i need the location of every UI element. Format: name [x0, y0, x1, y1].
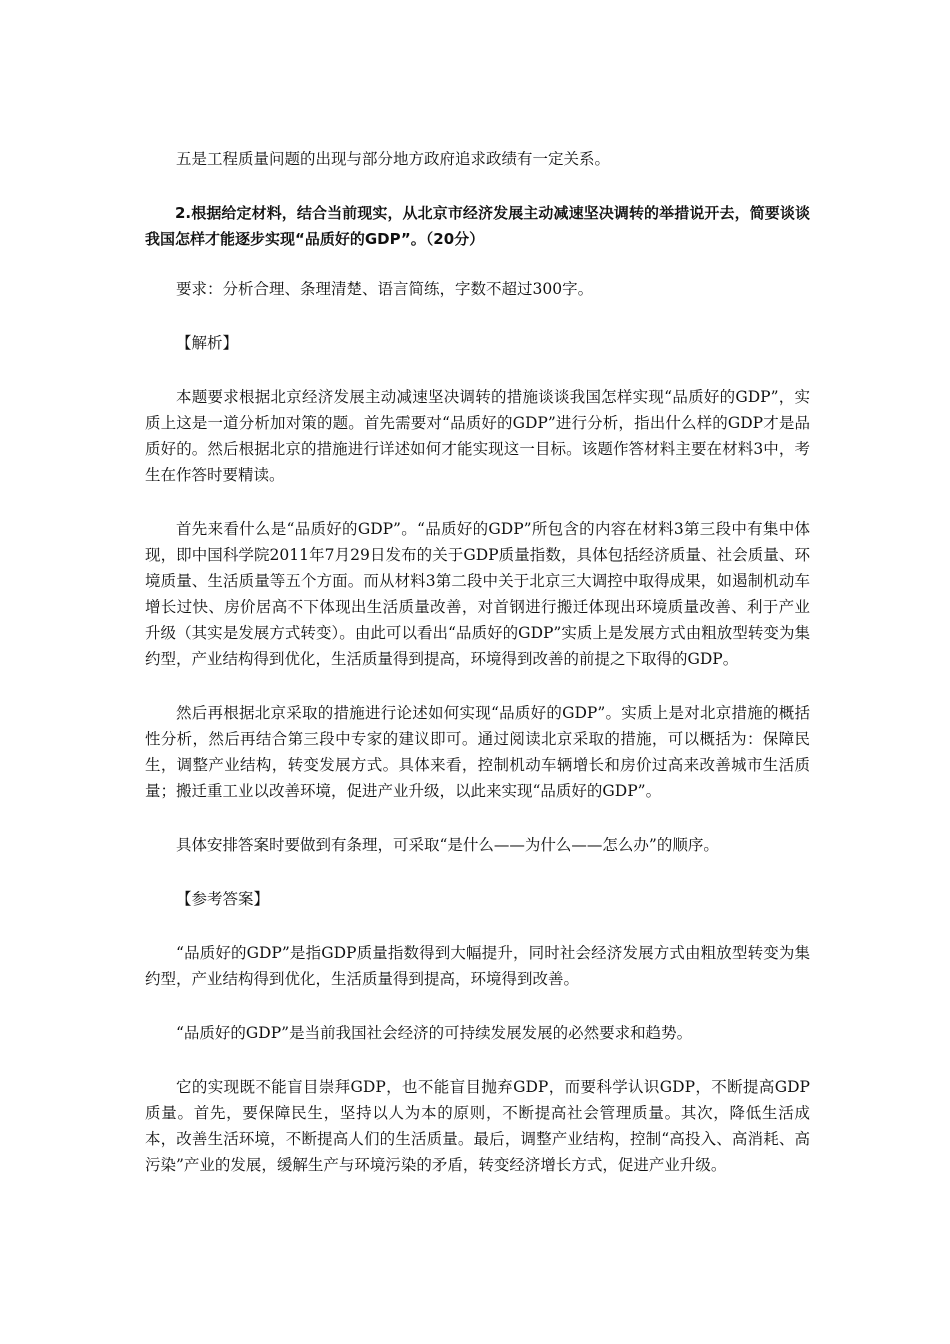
- analysis-paragraph-4: 具体安排答案时要做到有条理，可采取“是什么——为什么——怎么办”的顺序。: [176, 836, 719, 854]
- requirements: 要求：分析合理、条理清楚、语言简练，字数不超过300字。: [176, 280, 594, 298]
- answer-paragraph-1: “品质好的GDP”是指GDP质量指数得到大幅提升，同时社会经济发展方式由粗放型转变为集约型，产业结构得到优化，生活质量得到提高，环境得到改善。: [145, 944, 810, 988]
- answer-paragraph-2: “品质好的GDP”是当前我国社会经济的可持续发展发展的必然要求和趋势。: [176, 1024, 693, 1042]
- answer-paragraph-3: 它的实现既不能盲目崇拜GDP，也不能盲目抛弃GDP，而要科学认识GDP，不断提高GDP质量。首先，要保障民生，坚持以人为本的原则，不断提高社会管理质量。其次，降低生活成本，改善生活环境，不断提高人们的生活质量。最后，调整产业结构，控制“高投入、高消耗、高污染”产业的发展，缓解生产与环境污染的矛盾，转变经济增长方式，促进产业升级。: [145, 1078, 810, 1174]
- paragraph-quality-issue: 五是工程质量问题的出现与部分地方政府追求政绩有一定关系。: [176, 150, 611, 168]
- analysis-paragraph-1: 本题要求根据北京经济发展主动减速坚决调转的措施谈谈我国怎样实现“品质好的GDP”，实质上这是一道分析加对策的题。首先需要对“品质好的GDP”进行分析，指出什么样的GDP才是品质好的。然后根据北京的措施进行详述如何才能实现这一目标。该题作答材料主要在材料3中，考生在作答时要精读。: [145, 388, 810, 484]
- analysis-paragraph-3: 然后再根据北京采取的措施进行论述如何实现“品质好的GDP”。实质上是对北京措施的概括性分析，然后再结合第三段中专家的建议即可。通过阅读北京采取的措施，可以概括为：保障民生，调整产业结构，转变发展方式。具体来看，控制机动车辆增长和房价过高来改善城市生活质量；搬迁重工业以改善环境，促进产业升级，以此来实现“品质好的GDP”。: [145, 704, 810, 800]
- reference-answer-heading: 【参考答案】: [176, 890, 270, 908]
- analysis-paragraph-2: 首先来看什么是“品质好的GDP”。“品质好的GDP”所包含的内容在材料3第三段中有集中体现，即中国科学院2011年7月29日发布的关于GDP质量指数，具体包括经济质量、社会质量、环境质量、生活质量等五个方面。而从材料3第二段中关于北京三大调控中取得成果，如遏制机动车增长过快、房价居高不下体现出生活质量改善，对首钢进行搬迁体现出环境质量改善、利于产业升级（其实是发展方式转变）。由此可以看出“品质好的GDP”实质上是发展方式由粗放型转变为集约型，产业结构得到优化，生活质量得到提高，环境得到改善的前提之下取得的GDP。: [145, 520, 810, 668]
- question-2: 2.根据给定材料，结合当前现实，从北京市经济发展主动减速坚决调转的举措说开去，简要谈谈我国怎样才能逐步实现“品质好的GDP”。（20分）: [145, 204, 810, 248]
- document-page: [145, 146, 810, 1178]
- analysis-heading: 【解析】: [176, 334, 239, 352]
